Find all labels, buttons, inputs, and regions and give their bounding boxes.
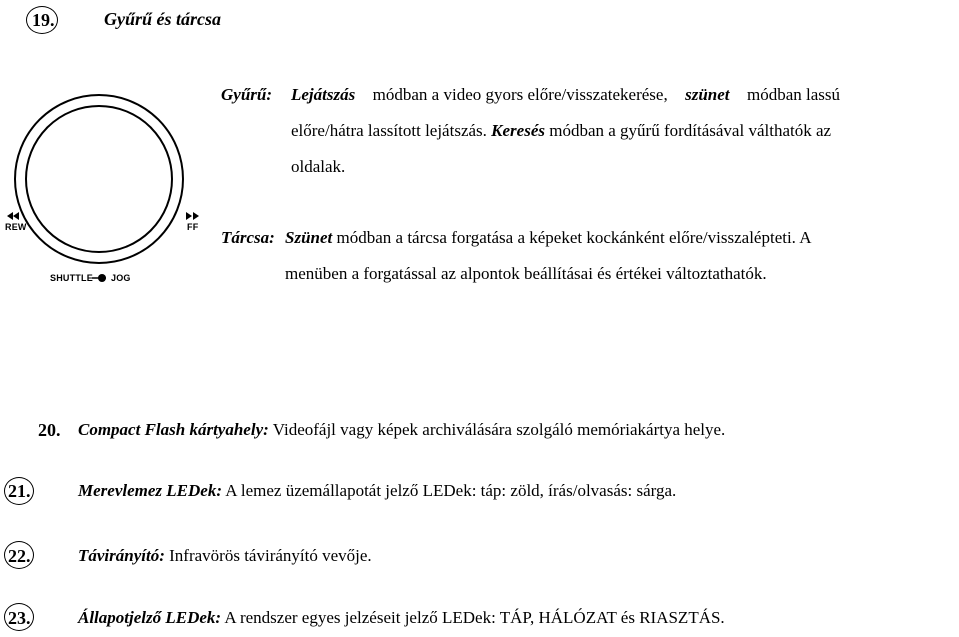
dial-label: Tárcsa: xyxy=(221,228,275,247)
jog-label: JOG xyxy=(111,273,131,283)
dial-line-1 xyxy=(285,228,812,248)
ring-dial-diagram xyxy=(0,50,200,310)
item-number: 20. xyxy=(38,420,61,440)
rew-label: REW xyxy=(5,222,27,232)
section-number: 19. xyxy=(32,10,55,30)
item-desc: A rendszer egyes jelzéseit jelző LEDek: TÁP, HÁLÓZAT és RIASZTÁS. xyxy=(221,608,725,627)
ring-line-1 xyxy=(291,85,840,105)
ring-text-part: módban a gyűrű fordításával válthatók az xyxy=(544,121,832,140)
fast-forward-icon xyxy=(186,212,199,220)
item-number: 22. xyxy=(8,546,31,566)
ring-text-lejatszas: Lejátszás xyxy=(291,85,356,104)
item-text xyxy=(78,481,676,501)
item-term: Állapotjelző LEDek: xyxy=(78,608,222,627)
item-desc: Videofájl vagy képek archiválására szolgáló memóriakártya helye. xyxy=(268,420,726,439)
item-term: Merevlemez LEDek: xyxy=(78,481,222,500)
rewind-icon xyxy=(7,212,19,220)
ring-text-part: előre/hátra lassított lejátszás. xyxy=(291,121,492,140)
ff-label: FF xyxy=(187,222,199,232)
ring-text-szunet: szünet xyxy=(685,85,730,104)
item-number: 21. xyxy=(8,481,31,501)
item-text xyxy=(78,420,725,440)
shuttle-label: SHUTTLE xyxy=(50,273,93,283)
ring-line-3: oldalak. xyxy=(291,157,346,176)
shuttle-jog-dot-icon xyxy=(98,274,106,282)
outer-ring xyxy=(15,95,183,263)
dial-text-part: módban a tárcsa forgatása a képeket kockánként előre/visszalépteti. A xyxy=(332,228,812,247)
item-text xyxy=(78,608,725,628)
section-title: Gyűrű és tárcsa xyxy=(104,9,222,29)
ring-text-kereses: Keresés xyxy=(491,121,545,140)
dial-line-2: menüben a forgatással az alpontok beállításai és értékei változtathatók. xyxy=(285,264,767,283)
item-term: Compact Flash kártyahely: xyxy=(78,420,269,439)
item-number: 23. xyxy=(8,608,31,628)
ring-text-part: módban a video gyors előre/visszatekerése, xyxy=(368,85,672,104)
item-term: Távirányító: xyxy=(78,546,165,565)
inner-dial xyxy=(26,106,172,252)
ring-label: Gyűrű: xyxy=(221,85,273,104)
dial-text-szunet: Szünet xyxy=(285,228,333,247)
ring-text-part: módban lassú xyxy=(742,85,840,104)
item-text xyxy=(78,546,372,566)
item-desc: A lemez üzemállapotát jelző LEDek: táp: zöld, írás/olvasás: sárga. xyxy=(221,481,677,500)
ring-line-2 xyxy=(291,121,840,141)
item-desc: Infravörös távirányító vevője. xyxy=(164,546,372,565)
